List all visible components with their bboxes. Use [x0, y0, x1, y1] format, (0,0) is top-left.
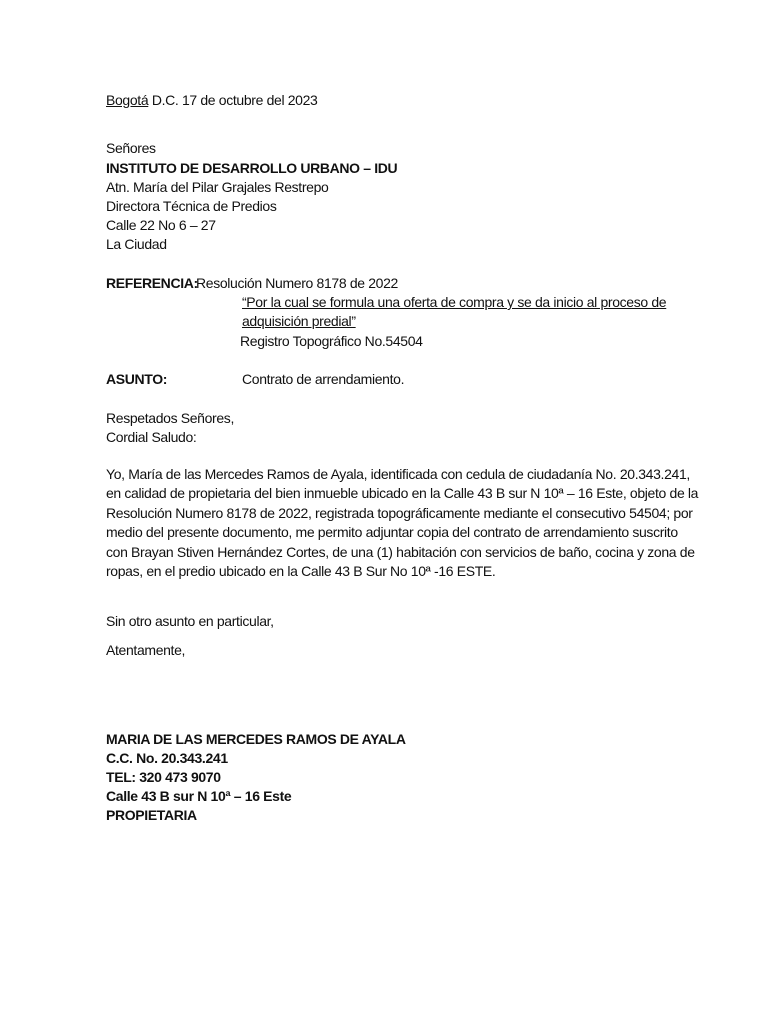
body-line: con Brayan Stiven Hernández Cortes, de una (1) habitación con servicios de baño, cocina y zona de: [106, 543, 695, 560]
reference-registry: Registro Topográfico No.54504: [240, 333, 423, 349]
recipient-address: Calle 22 No 6 – 27: [106, 217, 216, 233]
reference-label: REFERENCIA:: [106, 275, 198, 291]
greeting-line-1: Respetados Señores,: [106, 410, 234, 426]
subject-value: Contrato de arrendamiento.: [242, 371, 405, 387]
signature-name: MARIA DE LAS MERCEDES RAMOS DE AYALA: [106, 731, 406, 747]
recipient-city: La Ciudad: [106, 236, 167, 252]
recipient-attention: Atn. María del Pilar Grajales Restrepo: [106, 179, 329, 195]
reference-resolution: Resolución Numero 8178 de 2022: [196, 275, 398, 291]
closing-line-2: Atentamente,: [106, 642, 186, 658]
date-line: [106, 91, 318, 110]
signature-id: C.C. No. 20.343.241: [106, 750, 228, 766]
body-paragraph: [106, 465, 699, 581]
recipient-institution: INSTITUTO DE DESARROLLO URBANO – IDU: [106, 160, 398, 176]
signature-phone: TEL: 320 473 9070: [106, 769, 221, 785]
recipient-position: Directora Técnica de Predios: [106, 198, 277, 214]
subject-label: ASUNTO:: [106, 371, 168, 387]
reference-quote: [242, 293, 667, 331]
closing-line-1: Sin otro asunto en particular,: [106, 613, 274, 629]
signature-address: Calle 43 B sur N 10ª – 16 Este: [106, 788, 292, 804]
body-line: medio del presente documento, me permito adjuntar copia del contrato de arrendamiento suscrito: [106, 524, 678, 541]
body-line: Yo, María de las Mercedes Ramos de Ayala, identificada con cedula de ciudadanía No. 20.343.241,: [106, 466, 690, 482]
date-city: Bogotá: [106, 92, 149, 108]
body-line: en calidad de propietaria del bien inmueble ubicado en la Calle 43 B sur N 10ª – 16 Este, objeto de la: [106, 485, 699, 502]
signature-role: PROPIETARIA: [106, 807, 197, 823]
reference-quote-line-2: adquisición predial”: [242, 313, 356, 329]
body-line: ropas, en el predio ubicado en la Calle 43 B Sur No 10ª -16 ESTE.: [106, 563, 496, 580]
reference-quote-line-1: “Por la cual se formula una oferta de compra y se da inicio al proceso de: [242, 294, 667, 310]
body-line: Resolución Numero 8178 de 2022, registrada topográficamente mediante el consecutivo 54504; por: [106, 504, 693, 521]
date-text: D.C. 17 de octubre del 2023: [148, 92, 318, 108]
recipient-salutation-head: Señores: [106, 140, 156, 156]
greeting-line-2: Cordial Saludo:: [106, 429, 197, 445]
